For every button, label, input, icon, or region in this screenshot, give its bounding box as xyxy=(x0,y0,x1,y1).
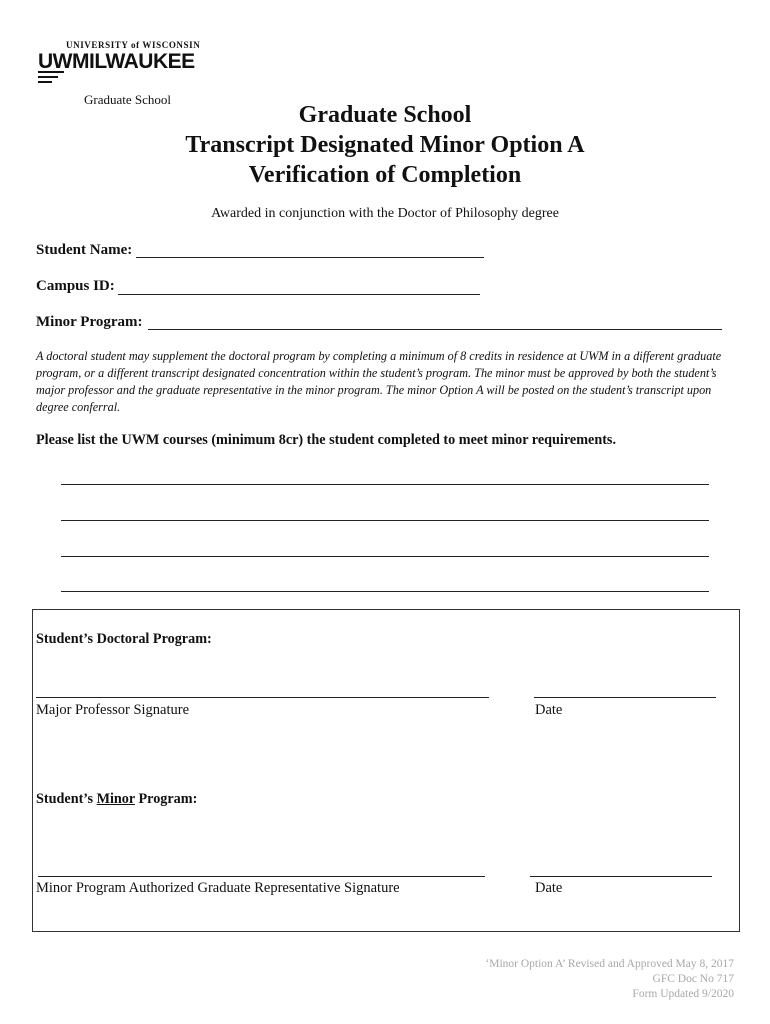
footer-note xyxy=(485,957,734,1002)
logo-mark-icon xyxy=(36,70,66,90)
student-name-field[interactable] xyxy=(136,257,484,258)
logo-department: Graduate School xyxy=(84,92,172,107)
date-line-1[interactable] xyxy=(534,697,716,698)
description-paragraph: A doctoral student may supplement the doctoral program by completing a minimum of 8 credits in residence at UWM in a different graduate program, or a different transcript designated concentration within the student’s program. The minor must be approved by both the student’s major professor and the graduate representative in the minor program. The minor Option A will be posted on the student’s transcript upon degree conferral. xyxy=(36,349,722,414)
footer-line-3: Form Updated 9/2020 xyxy=(632,988,734,1000)
student-name-label: Student Name: xyxy=(36,242,133,258)
course-line-4[interactable] xyxy=(61,591,709,592)
footer-line-1: ‘Minor Option A’ Revised and Approved May 8, 2017 xyxy=(485,958,734,970)
date-label-1: Date xyxy=(535,702,563,718)
title-line-3: Verification of Completion xyxy=(248,162,522,188)
minor-rep-signature-line[interactable] xyxy=(38,876,485,877)
doctoral-program-label: Student’s Doctoral Program: xyxy=(36,631,212,647)
minor-word: Minor xyxy=(96,791,135,807)
date-label-2: Date xyxy=(535,880,563,896)
course-line-3[interactable] xyxy=(61,556,709,557)
page-title xyxy=(0,100,770,190)
course-line-1[interactable] xyxy=(61,484,709,485)
course-line-2[interactable] xyxy=(61,520,709,521)
minor-program-section-label xyxy=(36,791,197,808)
course-list-instruction: Please list the UWM courses (minimum 8cr) the student completed to meet minor requirements. xyxy=(36,432,617,448)
subtitle: Awarded in conjunction with the Doctor of Philosophy degree xyxy=(211,206,559,221)
title-line-2: Transcript Designated Minor Option A xyxy=(185,132,585,158)
logo-university-text: UNIVERSITY of WISCONSIN xyxy=(66,40,201,50)
minor-program-label: Minor Program: xyxy=(36,314,143,330)
campus-id-field[interactable] xyxy=(118,294,480,295)
date-line-2[interactable] xyxy=(530,876,712,877)
major-professor-signature-label: Major Professor Signature xyxy=(36,702,190,718)
minor-rep-signature-label: Minor Program Authorized Graduate Representative Signature xyxy=(36,880,400,896)
minor-program-suffix: Program: xyxy=(134,791,198,807)
logo-wordmark: UWMILWAUKEE xyxy=(38,50,195,73)
major-professor-signature-line[interactable] xyxy=(36,697,489,698)
campus-id-label: Campus ID: xyxy=(36,278,115,294)
minor-program-prefix: Student’s xyxy=(36,791,97,807)
title-line-1: Graduate School xyxy=(298,102,472,128)
minor-program-field[interactable] xyxy=(148,329,722,330)
footer-line-2: GFC Doc No 717 xyxy=(652,973,734,985)
